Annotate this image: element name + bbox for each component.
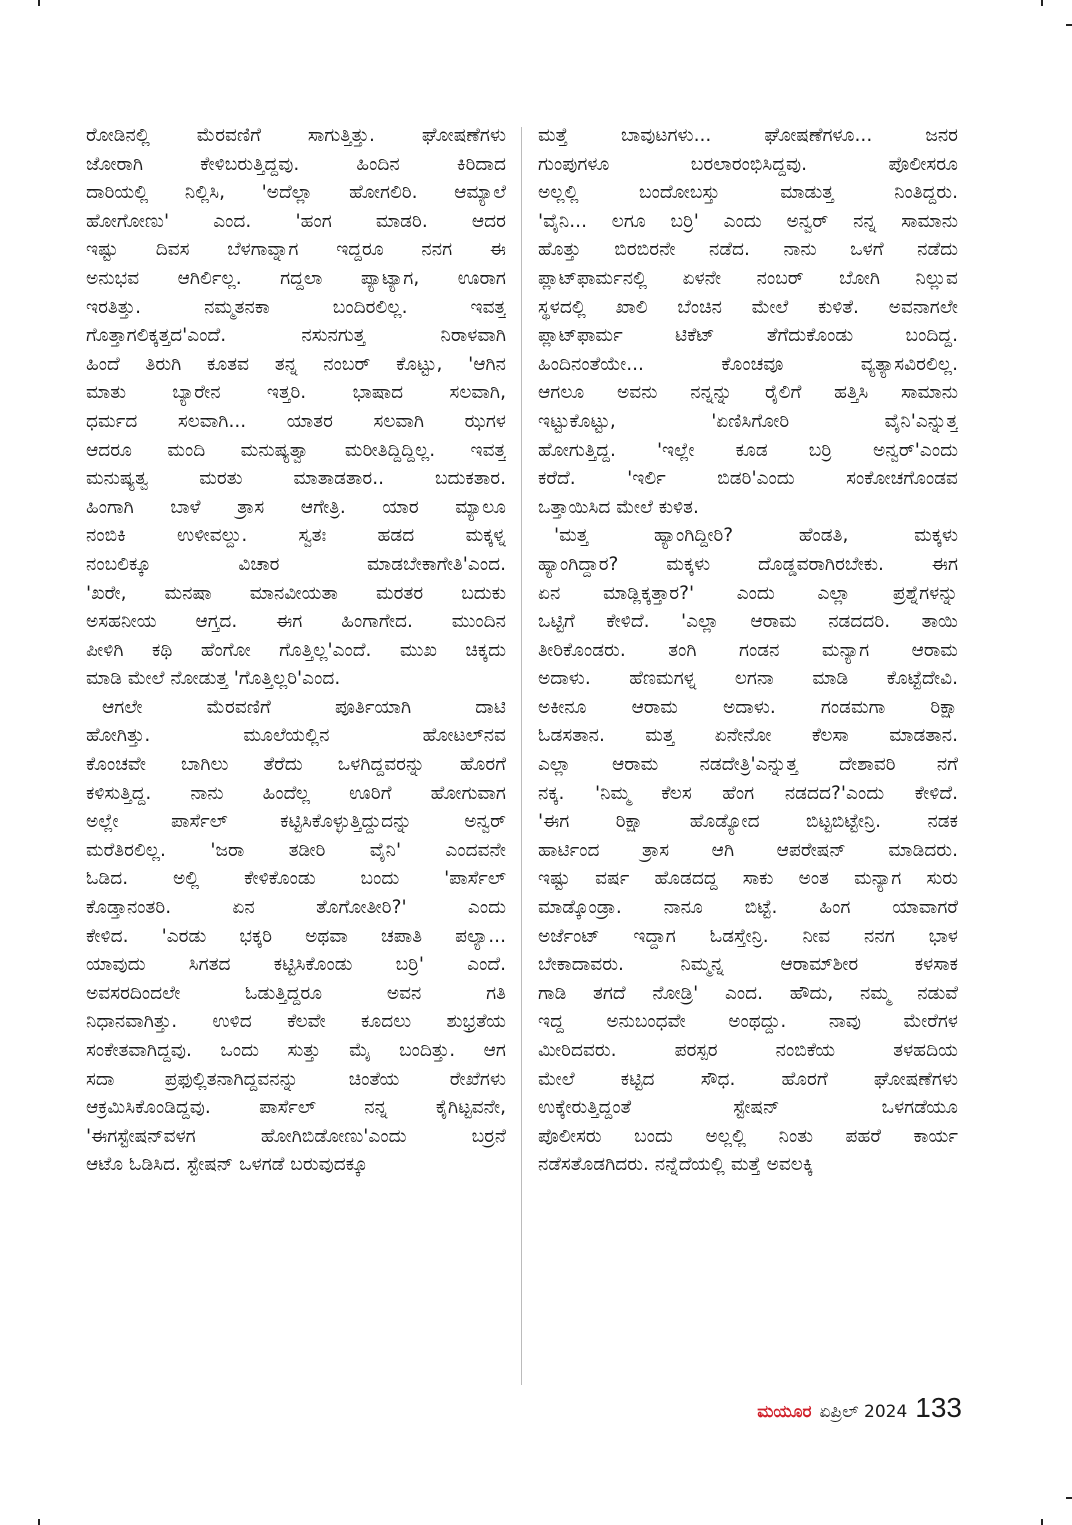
crop-mark-right-lower (1066, 1497, 1072, 1499)
text-line: ಹೋಗೋಣು' ಎಂದ. 'ಹಂಗ ಮಾಡರಿ. ಆದರ (86, 210, 506, 232)
text-line: ಓಡಿದ. ಅಲ್ಲಿ ಕೇಳಿಕೊಂಡು ಬಂದು 'ಪಾರ್ಸೆಲ್ (86, 868, 506, 890)
text-line: ಹೊತ್ತು ಬಿರಬಿರನೇ ನಡೆದ. ನಾನು ಒಳಗೆ ನಡೆದು (538, 239, 958, 261)
text-line: ಒತ್ತಾಯಿಸಿದ ಮೇಲೆ ಕುಳಿತ. (538, 496, 699, 518)
column-divider (521, 127, 522, 1385)
text-line: ಮಾಡಿ ಮೇಲೆ ನೋಡುತ್ತ 'ಗೊತ್ತಿಲ್ಲರಿ'ಎಂದ. (86, 668, 341, 690)
text-line: ಇದ್ದ ಅನುಬಂಧವೇ ಅಂಥದ್ದು. ನಾವು ಮೇರೆಗಳ (538, 1011, 958, 1033)
text-line: ಇರತಿತ್ತು. ನಮ್ಮತನಕಾ ಬಂದಿರಲಿಲ್ಲ. ಇವತ್ತ (86, 296, 506, 318)
issue-month-year: ಏಪ್ರಿಲ್ 2024 (819, 1402, 908, 1422)
text-line: ಒಟ್ಟಿಗೆ ಕೇಳಿದೆ. 'ಎಲ್ಲಾ ಆರಾಮ ನಡದದರಿ. ತಾಯಿ (538, 611, 958, 633)
text-line: ಮಾತು ಬ್ಯಾರೇನ ಇತ್ತರಿ. ಭಾಷಾದ ಸಲವಾಗಿ, (86, 382, 506, 404)
text-line: ರೋಡಿನಲ್ಲಿ ಮೆರವಣಿಗೆ ಸಾಗುತ್ತಿತ್ತು. ಘೋಷಣೆಗಳು (86, 125, 506, 146)
text-line: ನಕ್ಕ. 'ನಿಮ್ಮ ಕೆಲಸ ಹೆಂಗ ನಡದದ?'ಎಂದು ಕೇಳಿದೆ. (538, 782, 958, 804)
text-line: ಅಕೀನೂ ಆರಾಮ ಅದಾಳು. ಗಂಡಮಗಾ ರಿಕ್ಷಾ (538, 696, 958, 718)
text-line: ಬೇಕಾದಾವರು. ನಿಮ್ಮನ್ನ ಆರಾಮ್‌ಶೀರ ಕಳಸಾಕ (538, 954, 958, 976)
text-line: ಮಾಡ್ಕೊಂಡ್ರಾ. ನಾನೂ ಬಿಟ್ಟೆ. ಹಿಂಗ ಯಾವಾಗರೆ (538, 897, 958, 919)
crop-mark-bottom-left (38, 1519, 40, 1525)
text-line: ಸ್ಥಳದಲ್ಲಿ ಖಾಲಿ ಬೆಂಚಿನ ಮೇಲೆ ಕುಳಿತೆ. ಅವನಾಗಲೇ (538, 296, 958, 318)
crop-mark-bottom-right (1041, 1519, 1043, 1525)
text-line: ಸಂಕೇತವಾಗಿದ್ದವು. ಒಂದು ಸುತ್ತು ಮೈ ಬಂದಿತ್ತು. ಆಗ (86, 1040, 506, 1061)
left-text-column (86, 122, 506, 1180)
crop-mark-top-right (1041, 0, 1043, 6)
text-line: ಆಟೊ ಓಡಿಸಿದ. ಸ್ಟೇಷನ್ ಒಳಗಡೆ ಬರುವುದಕ್ಕೂ (86, 1154, 368, 1176)
text-line: ಹಿಂದಿನಂತೆಯೇ... ಕೊಂಚವೂ ವ್ಯತ್ಯಾಸವಿರಲಿಲ್ಲ. (538, 353, 958, 375)
text-line: ಅಲ್ಲೇ ಪಾರ್ಸೆಲ್ ಕಟ್ಟಿಸಿಕೊಳ್ಳುತ್ತಿದ್ದುದನ್ನು ಅನ್ವರ್ (86, 811, 506, 833)
text-line: ಅದಾಳು. ಹೆಣಮಗಳ್ನ ಲಗನಾ ಮಾಡಿ ಕೊಟ್ಟೆದೇವಿ. (538, 668, 958, 690)
text-line: 'ಮತ್ತ ಹ್ಯಾಂಗಿದ್ದೀರಿ? ಹೆಂಡತಿ, ಮಕ್ಕಳು (554, 525, 958, 547)
text-line: ಎಲ್ಲಾ ಆರಾಮ ನಡದೇತ್ರಿ'ಎನ್ನುತ್ತ ದೇಶಾವರಿ ನಗೆ (538, 754, 958, 776)
text-line: ಮರೆತಿರಲಿಲ್ಲ. 'ಜರಾ ತಡೀರಿ ವೈನಿ' ಎಂದವನೇ (86, 839, 506, 861)
text-line: ಅನುಭವ ಆಗಿರ್ಲಿಲ್ಲ. ಗದ್ದಲಾ ಪ್ಯಾಟ್ಯಾಗ, ಊರಾಗ (86, 267, 506, 289)
text-line: ಮೀರಿದವರು. ಪರಸ್ಪರ ನಂಬಿಕೆಯ ತಳಹದಿಯ (538, 1040, 958, 1061)
text-line: ಗಾಡಿ ತಗದೆ ನೋಡ್ರಿ' ಎಂದ. ಹೌದು, ನಮ್ಮ ನಡುವೆ (538, 982, 958, 1004)
page-footer (757, 1392, 962, 1424)
text-line: ಕೇಳಿದ. 'ಎರಡು ಭಕ್ಕರಿ ಅಥವಾ ಚಪಾತಿ ಪಲ್ಯಾ... (86, 925, 506, 947)
text-line: ಆಕ್ರಮಿಸಿಕೊಂಡಿದ್ದವು. ಪಾರ್ಸೆಲ್ ನನ್ನ ಕೈಗಿಟ್ಟವನೇ, (86, 1097, 506, 1119)
text-line: ಪ್ಲಾಟ್‌ಫಾರ್ಮ ಟಿಕೆಟ್ ತೆಗೆದುಕೊಂಡು ಬಂದಿದ್ದ. (538, 325, 958, 347)
crop-mark-right-upper (1066, 24, 1072, 26)
text-line: ಏನ ಮಾಡ್ಲಿಕ್ಕತ್ತಾರ?' ಎಂದು ಎಲ್ಲಾ ಪ್ರಶ್ನೆಗಳನ್ನು (538, 582, 958, 604)
text-line: 'ಈಗಸ್ಟೇಷನ್‌ವಳಗ ಹೋಗಿಬಿಡೋಣು'ಎಂದು ಬರ್ರನೆ (86, 1125, 506, 1147)
text-line: 'ಈಗ ರಿಕ್ಷಾ ಹೊಡ್ಯೋದ ಬಿಟ್ಟಬಿಟ್ಟೇನ್ರಿ. ನಡಕ (538, 811, 958, 833)
text-line: ನಿಧಾನವಾಗಿತ್ತು. ಉಳಿದ ಕೆಲವೇ ಕೂದಲು ಶುಭ್ರತೆಯ (86, 1011, 506, 1033)
text-line: ಮನುಷ್ಯತ್ವ ಮರತು ಮಾತಾಡತಾರ.. ಬದುಕತಾರ. (86, 468, 506, 490)
page-number: 133 (915, 1392, 962, 1423)
text-line: ಆಗಲೇ ಮೆರವಣಿಗೆ ಪೂರ್ತಿಯಾಗಿ ದಾಟಿ (102, 696, 506, 718)
text-line: ಓಡಸತಾನ. ಮತ್ತ ಏನೇನೋ ಕೆಲಸಾ ಮಾಡತಾನ. (538, 725, 958, 747)
text-line: ಉಕ್ಕೇರುತ್ತಿದ್ದಂತೆ ಸ್ಟೇಷನ್ ಒಳಗಡೆಯೂ (538, 1097, 958, 1119)
text-line: ತೀರಿಕೊಂಡರು. ತಂಗಿ ಗಂಡನ ಮನ್ಯಾಗ ಆರಾಮ (538, 639, 958, 661)
text-line: ನಂಬಿಕಿ ಉಳೀವಲ್ದು. ಸ್ವತಃ ಹಡದ ಮಕ್ಕಳ್ನ (86, 525, 506, 547)
text-line: ನಂಬಲಿಕ್ಕೂ ವಿಚಾರ ಮಾಡಬೇಕಾಗೇತಿ'ಎಂದ. (86, 553, 506, 575)
text-line: ಅರ್ಜೆಂಟ್ ಇದ್ದಾಗ ಓಡಸ್ತೇನ್ರಿ. ನೀವ ನನಗ ಭಾಳ (538, 925, 958, 947)
text-line: ಹಾರ್ಟಿಂದ ತ್ರಾಸ ಆಗಿ ಆಪರೇಷನ್ ಮಾಡಿದರು. (538, 839, 958, 861)
text-line: ಹೋಗಿತ್ತು. ಮೂಲೆಯಲ್ಲಿನ ಹೋಟಲ್‌ನವ (86, 725, 506, 747)
text-line: ಅಲ್ಲಲ್ಲಿ ಬಂದೋಬಸ್ತು ಮಾಡುತ್ತ ನಿಂತಿದ್ದರು. (538, 182, 958, 204)
text-line: ಕರೆದೆ. 'ಇರ್ಲಿ ಬಿಡರಿ'ಎಂದು ಸಂಕೋಚಗೊಂಡವ (538, 468, 958, 490)
text-line: ಕೊಂಚವೇ ಬಾಗಿಲು ತೆರೆದು ಒಳಗಿದ್ದವರನ್ನು ಹೊರಗೆ (86, 754, 506, 776)
text-line: ಯಾವುದು ಸಿಗತದ ಕಟ್ಟಿಸಿಕೊಂಡು ಬರ್ರಿ' ಎಂದೆ. (86, 954, 506, 976)
text-line: ಹಿಂಗಾಗಿ ಬಾಳೆ ತ್ರಾಸ ಆಗೇತ್ರಿ. ಯಾರ ಮ್ಯಾಲೂ (86, 496, 506, 518)
text-line: ಹ್ಯಾಂಗಿದ್ದಾರ? ಮಕ್ಕಳು ದೊಡ್ಡವರಾಗಿರಬೇಕು. ಈಗ (538, 553, 958, 575)
text-line: ಪೀಳಿಗಿ ಕಥಿ ಹೆಂಗೋ ಗೊತ್ತಿಲ್ಲ'ಎಂದೆ. ಮುಖ ಚಿಕ್ಕದು (86, 639, 506, 661)
text-line: ಮತ್ತೆ ಬಾವುಟಗಳು... ಘೋಷಣೆಗಳೂ... ಜನರ (538, 125, 958, 146)
text-line: ಮೇಲೆ ಕಟ್ಟಿದ ಸೌಧ. ಹೊರಗೆ ಘೋಷಣೆಗಳು (538, 1068, 958, 1090)
text-line: ಇಷ್ಟು ವರ್ಷ ಹೊಡದದ್ದ ಸಾಕು ಅಂತ ಮನ್ಯಾಗ ಸುರು (538, 868, 958, 890)
text-line: ಹೋಗುತ್ತಿದ್ದ. 'ಇಲ್ಲೇ ಕೂಡ ಬರ್ರಿ ಅನ್ವರ್'ಎಂದು (538, 439, 958, 461)
text-line: ಕೊಡ್ತಾನಂತರಿ. ಏನ ತೊಗೋತೀರಿ?' ಎಂದು (86, 897, 506, 919)
magazine-brand: ಮಯೂರ (757, 1402, 812, 1422)
text-line: ಅವಸರದಿಂದಲೇ ಓಡುತ್ತಿದ್ದರೂ ಅವನ ಗತಿ (86, 982, 506, 1004)
text-line: ಪ್ಲಾಟ್‌ಫಾರ್ಮನಲ್ಲಿ ಏಳನೇ ನಂಬರ್ ಬೋಗಿ ನಿಲ್ಲುವ (538, 267, 958, 289)
text-line: ಹಿಂದೆ ತಿರುಗಿ ಕೂತವ ತನ್ನ ನಂಬರ್ ಕೊಟ್ಟು, 'ಆಗಿನ (86, 353, 506, 375)
text-line: ಧರ್ಮದ ಸಲವಾಗಿ... ಯಾತರ ಸಲವಾಗಿ ಝಗಳ (86, 410, 506, 432)
text-line: ನಡೆಸತೊಡಗಿದರು. ನನ್ನೆದೆಯಲ್ಲಿ ಮತ್ತೆ ಅವಲಕ್ಕಿ (538, 1154, 814, 1176)
text-line: ಆಗಲೂ ಅವನು ನನ್ನನ್ನು ರೈಲಿಗೆ ಹತ್ತಿಸಿ ಸಾಮಾನು (538, 382, 958, 404)
text-line: ಪೊಲೀಸರು ಬಂದು ಅಲ್ಲಲ್ಲಿ ನಿಂತು ಪಹರೆ ಕಾರ್ಯ (538, 1125, 958, 1147)
text-line: ಸದಾ ಪ್ರಫುಲ್ಲಿತನಾಗಿದ್ದವನನ್ನು ಚಿಂತೆಯ ರೇಖೆಗಳು (86, 1068, 506, 1090)
text-line: ಗುಂಪುಗಳೂ ಬರಲಾರಂಭಿಸಿದ್ದವು. ಪೊಲೀಸರೂ (538, 153, 958, 175)
right-text-column (538, 122, 958, 1180)
text-line: ಜೋರಾಗಿ ಕೇಳಿಬರುತ್ತಿದ್ದವು. ಹಿಂದಿನ ಕಿರಿದಾದ (86, 153, 506, 175)
text-line: 'ಖರೇ, ಮನಷಾ ಮಾನವೀಯತಾ ಮರತರ ಬದುಕು (86, 582, 506, 604)
text-line: ಇಟ್ಟುಕೊಟ್ಟು, 'ಏಣಿಸಿಗೋರಿ ವೈನಿ'ಎನ್ನುತ್ತ (538, 410, 958, 432)
text-line: ದಾರಿಯಲ್ಲಿ ನಿಲ್ಲಿಸಿ, 'ಅದೆಲ್ಲಾ ಹೋಗಲಿರಿ. ಆಮ್ಯಾಲೆ (86, 182, 506, 204)
text-line: ಅಸಹನೀಯ ಆಗ್ತದ. ಈಗ ಹಿಂಗಾಗೇದ. ಮುಂದಿನ (86, 611, 506, 633)
text-line: ಇಷ್ಟು ದಿವಸ ಬೆಳಗಾವ್ನಾಗ ಇದ್ದರೂ ನನಗ ಈ (86, 239, 506, 261)
text-line: ಗೊತ್ತಾಗಲಿಕ್ಕತ್ತದ'ಎಂದೆ. ನಸುನಗುತ್ತ ನಿರಾಳವಾಗಿ (86, 325, 506, 347)
crop-mark-top-left (38, 0, 40, 6)
text-line: 'ವೈನಿ... ಲಗೂ ಬರ್ರಿ' ಎಂದು ಅನ್ವರ್ ನನ್ನ ಸಾಮಾನು (538, 210, 958, 232)
text-line: ಕಳಿಸುತ್ತಿದ್ದ. ನಾನು ಹಿಂದೆಲ್ಲ ಊರಿಗೆ ಹೋಗುವಾಗ (86, 782, 506, 804)
text-line: ಆದರೂ ಮಂದಿ ಮನುಷ್ಯತ್ವಾ ಮರೀತಿದ್ದಿದ್ದಿಲ್ಲ. ಇವತ್ತ (86, 439, 506, 461)
